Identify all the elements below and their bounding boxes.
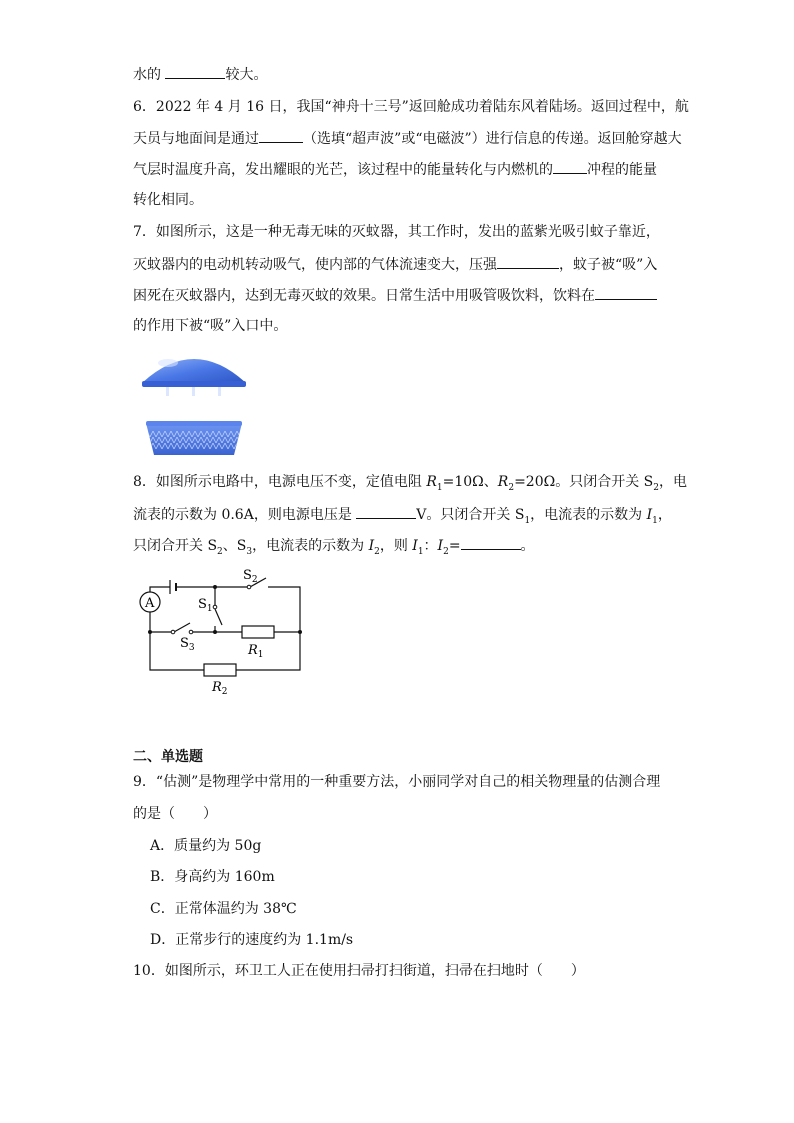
- q6-line-4: 转化相同。: [133, 192, 203, 208]
- q7-line-1: 7．如图所示，这是一种无毒无味的灭蚊器，其工作时，发出的蓝紫光吸引蚊子靠近，: [133, 224, 660, 240]
- q9-option-b[interactable]: B．身高约为 160m: [150, 869, 275, 885]
- q6-line-2: 天员与地面间是通过 （选填“超声波”或“电磁波”）进行信息的传递。返回舱穿越大: [133, 128, 682, 149]
- section-heading: 二、单选题: [133, 749, 203, 765]
- circuit-diagram: [130, 565, 310, 705]
- s1-label: $S_1$: [198, 597, 213, 614]
- switch-terminal: [247, 585, 251, 589]
- q9-option-a[interactable]: A．质量约为 50g: [150, 838, 262, 854]
- answer-blank[interactable]: [461, 535, 521, 550]
- q10-line-1: 10．如图所示，环卫工人正在使用扫帚打扫街道，扫帚在扫地时（ ）: [133, 963, 585, 979]
- lamp-post: [166, 387, 169, 396]
- switch-terminal: [189, 630, 193, 634]
- answer-blank[interactable]: [553, 159, 587, 174]
- q8-line-2: 流表的示数为 0.6A，则电源电压是 V。只闭合开关 $S_1$，电流表的示数为 $I_1$，: [133, 504, 672, 531]
- answer-blank[interactable]: [356, 504, 416, 519]
- q5-tail: 水的 较大。: [133, 64, 267, 85]
- switch-s3-blade: [174, 623, 190, 632]
- q6-line-3: 气层时温度升高，发出耀眼的光芒，该过程中的能量转化与内燃机的 冲程的能量: [133, 159, 657, 180]
- junction-node: [213, 630, 217, 634]
- q8-line-1: 8．如图所示电路中，电源电压不变，定值电阻 $R_1=10\Omega$、$R_2=20\Omega$。只闭合开关 $S_2$，电: [133, 474, 688, 493]
- resistor-r2: [204, 664, 236, 676]
- q8-line-3: 只闭合开关 $S_2$、$S_3$，电流表的示数为 $I_2$，则 $I_1$：$I_2=$ 。: [133, 535, 535, 562]
- q9-line-2: 的是（ ）: [133, 806, 217, 822]
- s3-label: $S_3$: [180, 636, 195, 653]
- q7-line-3: 困死在灭蚊器内，达到无毒灭蚊的效果。日常生活中用吸管吸饮料，饮料在: [133, 285, 657, 306]
- q6-line-1: 6．2022 年 4 月 16 日，我国“神舟十三号”返回舱成功着陆东风着陆场。返回过程中，航: [133, 99, 689, 115]
- lamp-dome: [142, 359, 246, 383]
- q9-line-1: 9．“估测”是物理学中常用的一种重要方法，小丽同学对自己的相关物理量的估测合理: [133, 774, 661, 790]
- junction-node: [298, 630, 302, 634]
- switch-s1-blade: [215, 609, 222, 625]
- lamp-post: [192, 387, 195, 396]
- ammeter-label: A: [145, 596, 155, 611]
- wire: [268, 587, 300, 632]
- mosquito-killer-image: [138, 347, 250, 461]
- answer-blank[interactable]: [259, 128, 303, 143]
- q9-option-c[interactable]: C．正常体温约为 38℃: [150, 901, 297, 917]
- answer-blank[interactable]: [595, 285, 657, 300]
- lamp-post: [218, 387, 221, 396]
- junction-node: [148, 630, 152, 634]
- lamp-dome-rim: [142, 381, 246, 387]
- q9-option-d[interactable]: D．正常步行的速度约为 1.1m/s: [150, 932, 354, 948]
- switch-terminal: [171, 630, 175, 634]
- resistor-r1: [242, 626, 274, 638]
- wire: [150, 612, 172, 632]
- r2-label: $R_2$: [212, 680, 228, 697]
- r1-label: $R_1$: [248, 643, 264, 660]
- switch-terminal: [213, 605, 217, 609]
- junction-node: [213, 585, 217, 589]
- wire: [150, 632, 204, 670]
- q7-line-4: 的作用下被“吸”入口中。: [133, 318, 288, 334]
- q7-line-2: 灭蚊器内的电动机转动吸气，使内部的气体流速变大，压强 ，蚊子被“吸”入: [133, 254, 657, 275]
- wire: [150, 587, 170, 592]
- answer-blank[interactable]: [497, 254, 559, 269]
- s2-label: $S_2$: [243, 568, 258, 585]
- answer-blank[interactable]: [165, 64, 225, 79]
